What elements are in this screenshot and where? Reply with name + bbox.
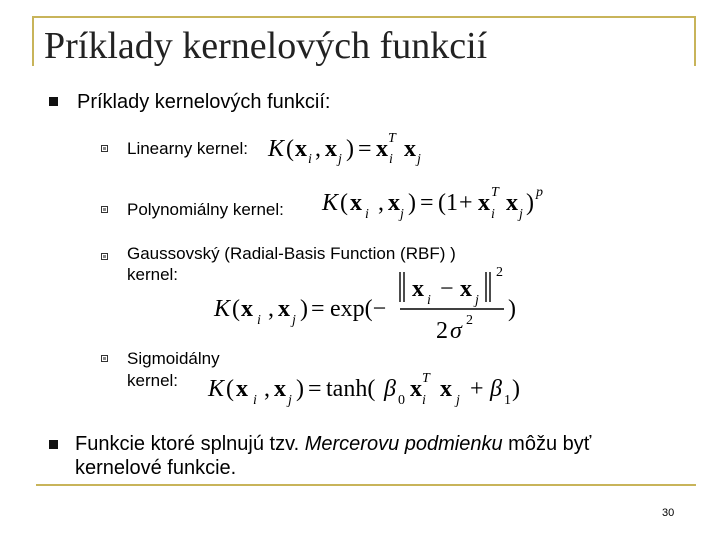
svg-text:tanh(: tanh( [326,376,376,402]
svg-text:i: i [389,152,393,167]
svg-text:β: β [490,376,502,402]
frame-right-line [694,16,696,66]
gaussian-kernel-label-line1: Gaussovský (Radial-Basis Function (RBF) ) [127,244,456,263]
svg-text:j: j [519,207,523,222]
svg-text:K: K [268,136,285,162]
svg-text:x: x [440,376,452,402]
svg-text:K: K [214,296,231,322]
svg-text:T: T [491,185,499,200]
svg-text:x: x [410,376,422,402]
frame-bottom-line [36,484,696,486]
frame-top-line [32,16,696,18]
slide-title: Príklady kernelových funkcií [44,25,488,67]
sigmoid-kernel-label-line2: kernel: [127,371,179,390]
svg-text:j: j [417,152,421,167]
svg-text:exp(−: exp(− [330,296,387,322]
svg-text:(: ( [286,136,294,162]
bullet-square-icon [49,97,58,106]
svg-text:i: i [422,393,426,408]
svg-text:x: x [460,276,472,302]
svg-text:(: ( [340,190,348,216]
svg-text:j: j [292,313,296,328]
mercer-text-after: môžu byť [502,433,592,455]
svg-text:i: i [365,207,369,222]
svg-text:σ: σ [450,318,462,344]
svg-text:i: i [257,313,261,328]
sigmoid-kernel-label-line1: Sigmoidálny [127,349,220,368]
svg-text:β: β [384,376,396,402]
svg-text:=: = [420,190,434,216]
mercer-text-line1 [75,432,591,456]
svg-text:): ) [408,190,416,216]
mercer-condition-emphasis: Mercerovu podmienku [304,433,503,455]
svg-text:K: K [322,190,339,216]
svg-text:T: T [422,371,430,386]
intro-text: Príklady kernelových funkcií: [77,91,331,113]
sub-bullet-icon [101,355,108,362]
svg-text:x: x [274,376,286,402]
mercer-text-before: Funkcie ktoré splnujú tzv. [75,433,305,455]
svg-text:+: + [470,376,484,402]
svg-text:i: i [308,152,312,167]
sub-bullet-icon [101,206,108,213]
svg-text:x: x [404,136,416,162]
svg-text:p: p [536,185,543,200]
frame-left-line [32,16,34,66]
svg-text:,: , [268,296,274,322]
gaussian-kernel-formula [214,264,534,344]
sub-bullet-icon [101,145,108,152]
svg-text:2: 2 [466,313,473,328]
svg-text:x: x [325,136,337,162]
sigmoid-kernel-formula [208,366,538,414]
svg-text:=: = [308,376,322,402]
svg-text:0: 0 [398,393,405,408]
gaussian-kernel-label-line2: kernel: [127,265,179,284]
svg-text:x: x [506,190,518,216]
svg-text:1: 1 [504,393,511,408]
svg-text:T: T [388,131,396,146]
svg-text:j: j [475,293,479,308]
svg-text:K: K [208,376,225,402]
svg-text:): ) [346,136,354,162]
svg-text:x: x [241,296,253,322]
svg-text:(1: (1 [438,190,458,216]
svg-text:x: x [278,296,290,322]
svg-text:=: = [358,136,372,162]
svg-text:,: , [378,190,384,216]
svg-text:i: i [427,293,431,308]
mercer-text-line2: kernelové funkcie. [75,457,237,479]
linear-kernel-formula [268,128,468,168]
svg-text:x: x [295,136,307,162]
svg-text:(: ( [232,296,240,322]
svg-text:−: − [440,276,454,302]
svg-text:=: = [311,296,325,322]
linear-kernel-label: Linearny kernel: [127,139,248,158]
svg-text:x: x [388,190,400,216]
svg-text:+: + [459,190,473,216]
svg-text:2: 2 [436,318,448,344]
svg-text:x: x [376,136,388,162]
svg-text:i: i [253,393,257,408]
polynomial-kernel-formula [322,180,572,226]
svg-text:j: j [400,207,404,222]
svg-text:j: j [456,393,460,408]
svg-text:x: x [236,376,248,402]
svg-text:,: , [264,376,270,402]
svg-text:): ) [300,296,308,322]
svg-text:x: x [350,190,362,216]
page-number: 30 [662,507,675,519]
polynomial-kernel-label: Polynomiálny kernel: [127,200,284,219]
svg-text:): ) [508,296,516,322]
svg-text:i: i [491,207,495,222]
svg-text:(: ( [226,376,234,402]
svg-text:): ) [512,376,520,402]
svg-text:2: 2 [496,265,503,280]
svg-text:x: x [412,276,424,302]
svg-text:,: , [315,136,321,162]
svg-text:j: j [338,152,342,167]
sub-bullet-icon [101,253,108,260]
bullet-square-icon [49,440,58,449]
svg-text:): ) [296,376,304,402]
svg-text:j: j [288,393,292,408]
svg-text:): ) [526,190,534,216]
svg-text:x: x [478,190,490,216]
